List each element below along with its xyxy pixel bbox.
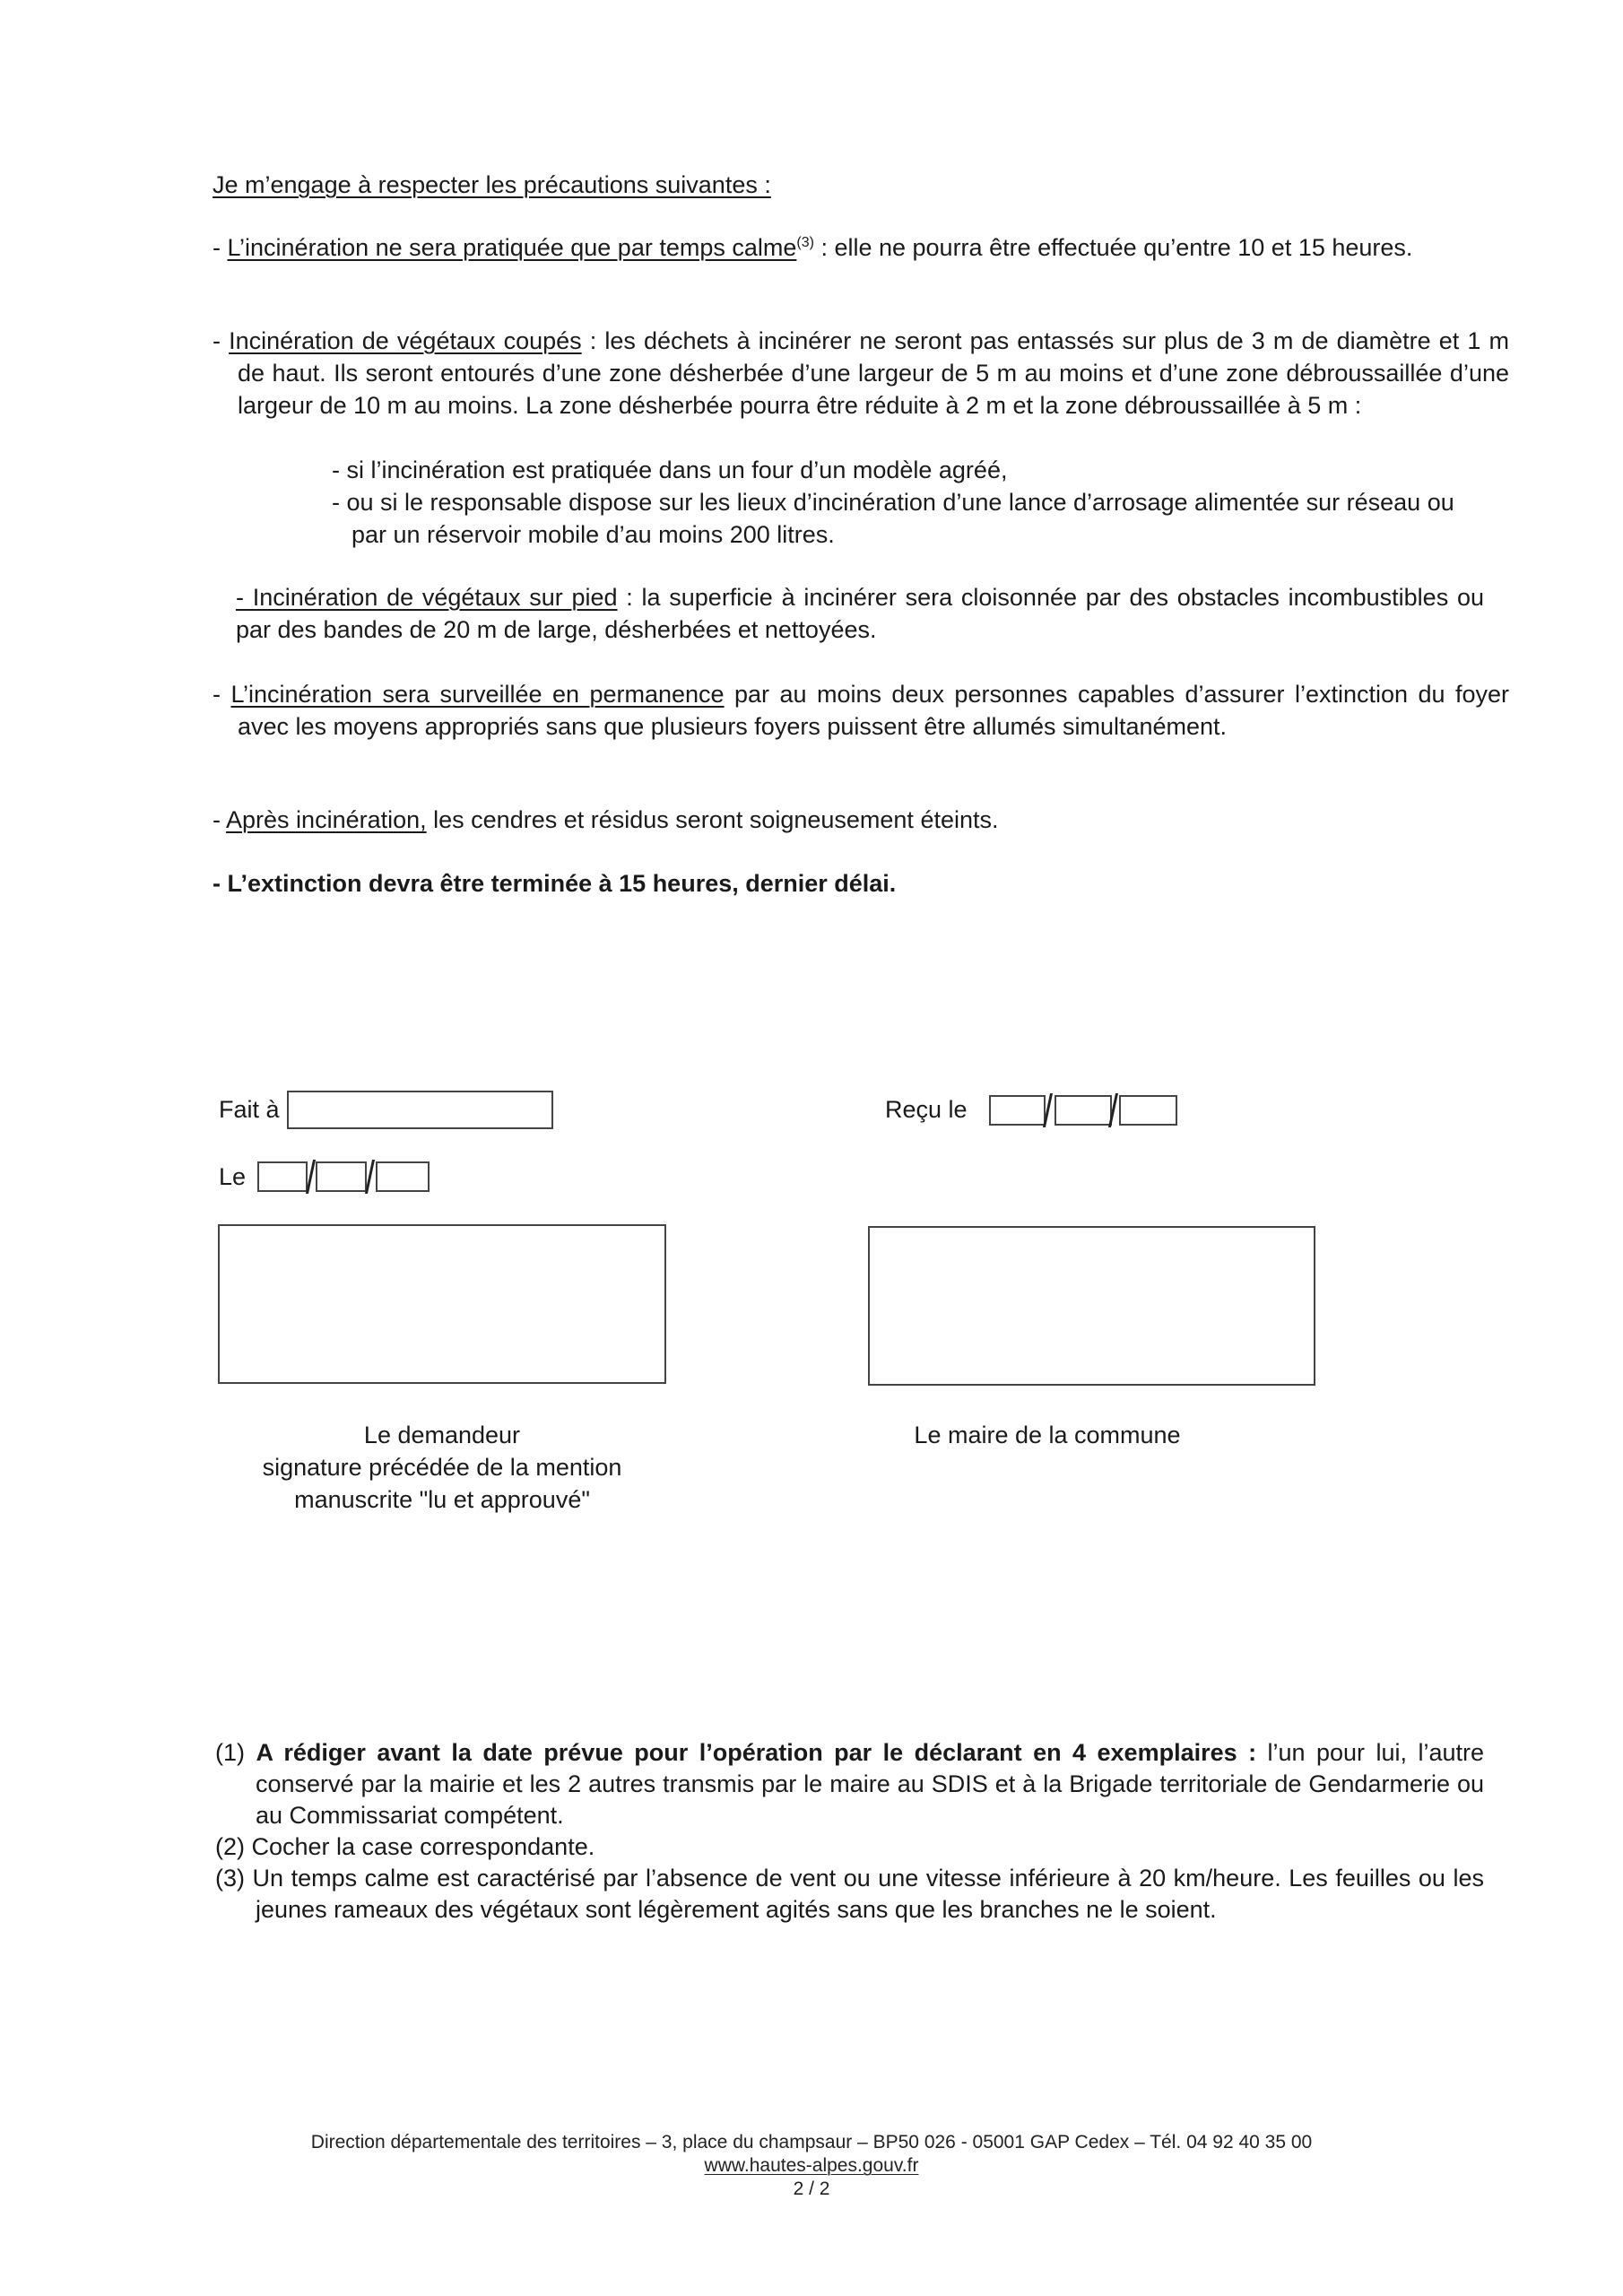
rule-text: : les déchets à incinérer ne seront pas entassés sur plus de 3 m de diamètre et 1 m de haut. Ils seront entourés d’une zone désherbée d’une largeur de 5 m au moins et d’une zone débroussaillée d’une largeur de 10 m au moins. La zone désherbée pourra être réduite à 2 m et la zone débroussaillée à 5 m : (238, 327, 1509, 419)
footnote-number: (3) (215, 1865, 253, 1892)
rule-text: : elle ne pourra être effectuée qu’entre 10 et 15 heures. (813, 234, 1413, 261)
rule-dash: - (213, 327, 230, 354)
caption-line: signature précédée de la mention (262, 1454, 622, 1481)
rule-calm-weather (213, 231, 1509, 264)
rule-title: Incinération de végétaux coupés (229, 327, 582, 354)
caption-line: manuscrite "lu et approuvé" (294, 1486, 590, 1513)
footnote-bold: A rédiger avant la date prévue pour l’opération par le déclarant en 4 exemplaires : (256, 1739, 1257, 1766)
applicant-signature-caption (218, 1419, 666, 1516)
rule-extinction-deadline: - L’extinction devra être terminée à 15 heures, dernier délai. (213, 870, 897, 897)
recu-year-input[interactable] (1119, 1095, 1177, 1126)
mayor-signature-box[interactable] (868, 1226, 1315, 1386)
rule-standing-vegetation (236, 581, 1484, 646)
condition-item: - ou si le responsable dispose sur les lieux d’incinération d’une lance d’arrosage alimentée sur réseau ou par un réservoir mobile d’au moins 200 litres. (332, 489, 1454, 548)
footer-website-link[interactable]: www.hautes-alpes.gouv.fr (704, 2155, 919, 2176)
footnote-1 (215, 1737, 1484, 1831)
rule-dash: - (213, 234, 228, 261)
rule-text: : la superficie à incinérer sera cloisonnée par des obstacles incombustibles ou par des bandes de 20 m de large, désherbées et nettoyées. (236, 584, 1484, 643)
rule-title: - Incinération de végétaux sur pied (236, 584, 618, 611)
footer (0, 2131, 1623, 2201)
recu-le-label: Reçu le (885, 1096, 968, 1123)
footnote-number: (2) (215, 1833, 252, 1860)
rule-after-incineration (213, 804, 1509, 836)
le-year-input[interactable] (376, 1161, 430, 1192)
rule-title: Après incinération, (226, 806, 427, 833)
rule-dash: - (213, 681, 231, 708)
condition-item: - si l’incinération est pratiquée dans un four d’un modèle agréé, (332, 457, 1008, 483)
fait-a-input[interactable] (287, 1091, 553, 1129)
rule-title: L’incinération ne sera pratiquée que par temps calme (227, 234, 797, 261)
applicant-signature-box[interactable] (218, 1224, 666, 1384)
rule-text: par au moins deux personnes capables d’assurer l’extinction du foyer avec les moyens appropriés sans que plusieurs foyers puissent être allumés simultanément. (238, 681, 1509, 740)
rule-title: L’incinération sera surveillée en permanence (230, 681, 725, 708)
page-number: 2 / 2 (793, 2179, 830, 2199)
intro-heading: Je m’engage à respecter les précautions suivantes : (213, 171, 771, 198)
le-month-input[interactable] (316, 1161, 367, 1192)
footnote-ref: (3) (796, 235, 814, 250)
rule-text: les cendres et résidus seront soigneusement éteints. (426, 806, 999, 833)
rule-dash: - (213, 806, 227, 833)
footnotes (215, 1737, 1484, 1926)
recu-month-input[interactable] (1055, 1095, 1112, 1126)
footnote-number: (1) (215, 1739, 256, 1766)
recu-day-input[interactable] (989, 1095, 1046, 1126)
caption-line: Le demandeur (363, 1422, 521, 1448)
rule-supervision (213, 678, 1509, 743)
le-date-label: Le (219, 1163, 247, 1190)
footnote-text: Un temps calme est caractérisé par l’absence de vent ou une vitesse inférieure à 20 km/heure. Les feuilles ou les jeunes rameaux des végétaux sont légèrement agités sans que les branches ne le soient. (252, 1865, 1485, 1923)
footnote-3 (215, 1863, 1484, 1926)
rule-cut-vegetation (213, 325, 1509, 422)
rule-cut-vegetation-conditions (332, 454, 1484, 551)
fait-a-label: Fait à (219, 1096, 280, 1123)
footnote-text: Cocher la case correspondante. (251, 1833, 595, 1860)
footer-address: Direction départementale des territoires – 3, place du champsaur – BP50 026 - 05001 GAP Cedex – Tél. 04 92 40 35 00 (310, 2132, 1313, 2152)
mayor-signature-caption (868, 1419, 1227, 1451)
le-day-input[interactable] (257, 1161, 308, 1192)
footnote-2 (215, 1831, 1484, 1863)
caption-line: Le maire de la commune (914, 1422, 1181, 1448)
footnote-text: l’un pour lui, l’autre conservé par la mairie et les 2 autres transmis par le maire au SDIS et à la Brigade territoriale de Gendarmerie ou au Commissariat compétent. (256, 1739, 1484, 1829)
